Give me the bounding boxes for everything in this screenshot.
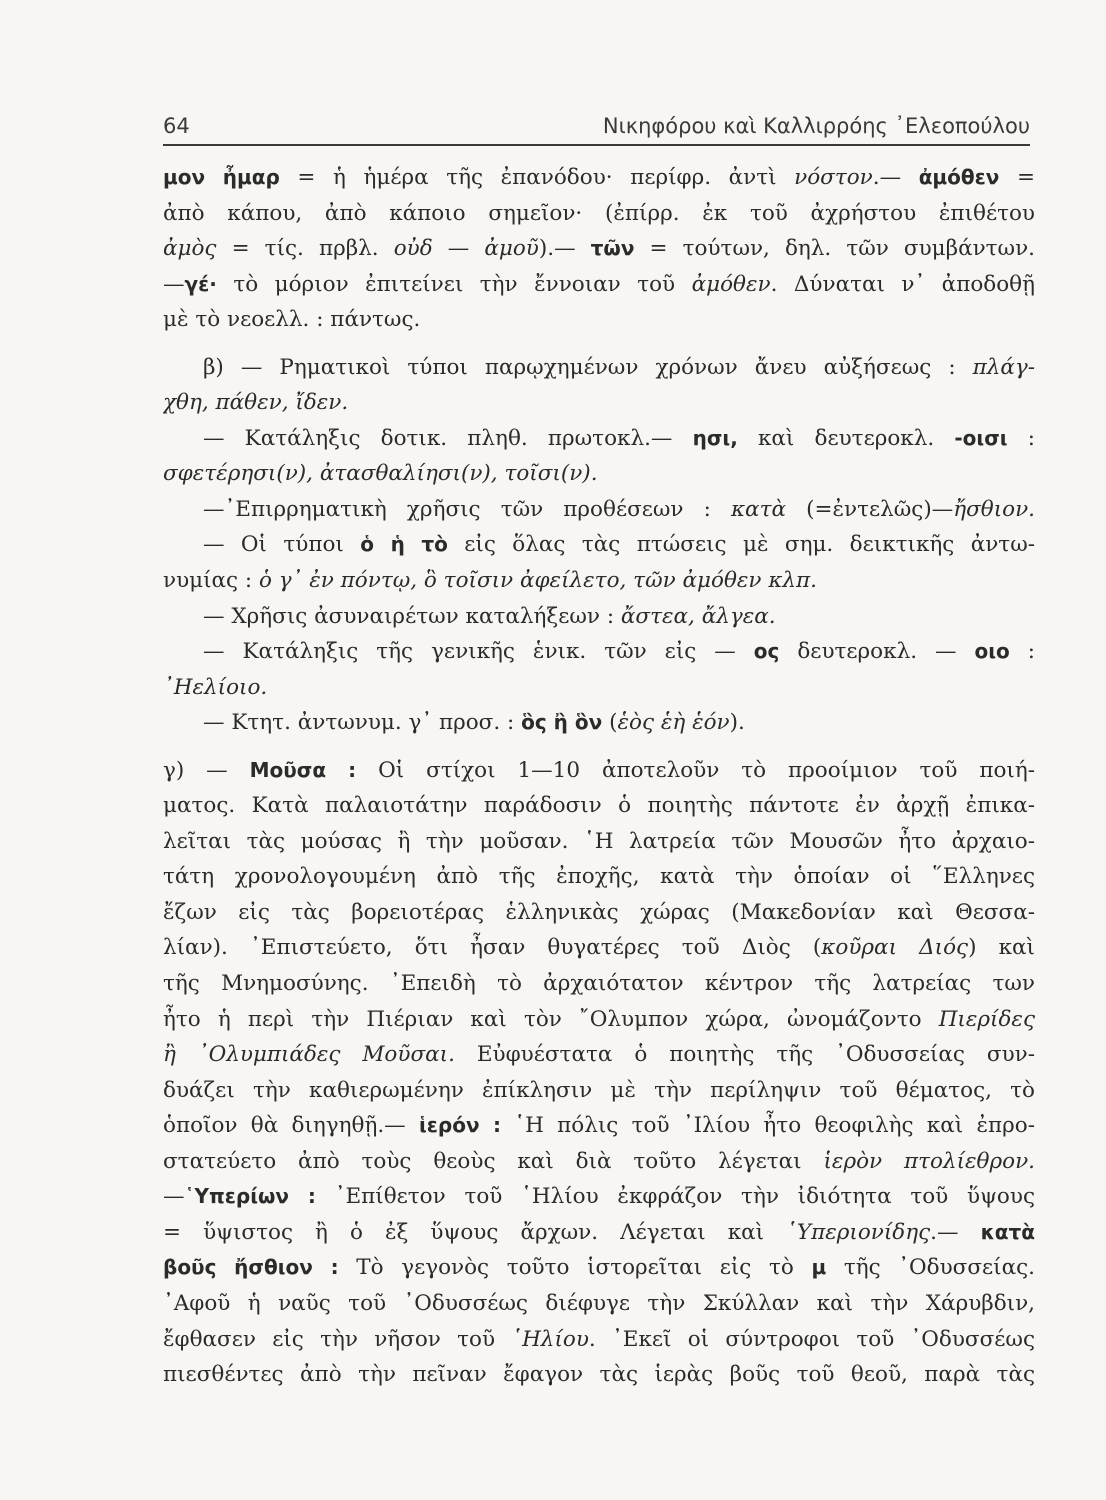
text-line	[163, 1250, 1035, 1286]
text-line	[163, 231, 1035, 267]
bold-term: κατὰ	[980, 1219, 1035, 1244]
text-run: =	[999, 165, 1035, 190]
text-run: β) — Ρηματικοὶ τύποι παρῳχημένων χρόνων ἄνευ αὐξήσεως :	[203, 354, 973, 380]
running-header	[163, 112, 1030, 142]
text-run: τῆς Μνημοσύνης. ᾿Επειδὴ τὸ ἀρχαιότατον κέντρον τῆς λατρείας των	[163, 971, 1035, 997]
bold-term: οιο	[974, 639, 1010, 664]
running-title: Νικηφόρου καὶ Καλλιρρόης ᾿Ελεοπούλου	[602, 114, 1030, 138]
italic-text: ἀμόθεν	[691, 271, 771, 297]
text-line	[163, 1286, 1035, 1322]
text-line	[163, 859, 1035, 895]
text-run: ἔφθασεν εἰς τὴν νῆσον τοῦ	[163, 1326, 512, 1352]
text-run: στατεύετο ἀπὸ τοὺς θεοὺς καὶ διὰ τοῦτο λέγεται	[163, 1148, 824, 1174]
text-line	[163, 788, 1035, 824]
italic-text: χθη, πάθεν, ἴδεν.	[163, 390, 349, 416]
text-run: λίαν). ᾿Επιστεύετο, ὅτι ἦσαν θυγατέρες τοῦ Διὸς (	[163, 935, 822, 961]
text-run: .—	[872, 165, 919, 190]
text-line	[163, 421, 1035, 457]
bold-term: -οισι	[954, 425, 1008, 450]
text-run: ἦτο ἡ περὶ τὴν Πιέριαν καὶ τὸν ῎Ολυμπον χώρα, ὠνομάζοντο	[163, 1006, 939, 1032]
text-run: = ἡ ἡμέρα τῆς ἐπανόδου· περίφρ. ἀντὶ	[279, 165, 795, 190]
text-run: ᾿Επίθετον τοῦ ῾Ηλίου ἐκφράζον τὴν ἰδιότητα τοῦ ὕψους	[315, 1184, 1035, 1210]
text-line	[163, 527, 1035, 563]
italic-text: ἱερὸν πτολίεθρον.	[823, 1148, 1035, 1174]
text-run: καὶ δευτεροκλ.	[737, 425, 955, 451]
bold-term: βοῦς ἤσθιον :	[163, 1255, 339, 1280]
text-line	[163, 1215, 1035, 1251]
italic-text: ῾Ηλίου	[511, 1326, 589, 1352]
text-line	[163, 930, 1035, 966]
text-run: νυμίας :	[163, 568, 260, 594]
italic-text: ἤσθιον.	[953, 496, 1035, 522]
text-run: .—	[930, 1219, 981, 1245]
text-line	[163, 563, 1035, 599]
bold-term: ησι,	[692, 425, 738, 450]
text-line	[163, 456, 1035, 492]
text-run: — Κατάληξις τῆς γενικῆς ἑνικ. τῶν εἰς —	[203, 639, 754, 665]
text-run: — Χρῆσις ἀσυναιρέτων καταλήξεων :	[203, 603, 621, 629]
text-line	[163, 753, 1035, 789]
text-run: δευτεροκλ. —	[779, 639, 975, 665]
text-run: ᾿Αφοῦ ἡ ναῦς τοῦ ᾿Οδυσσέως διέφυγε τὴν Σκύλλαν καὶ τὴν Χάρυβδιν,	[163, 1290, 1035, 1316]
text-run: γ) —	[163, 757, 250, 783]
text-run: ).	[729, 710, 745, 736]
text-line	[163, 1037, 1035, 1073]
bold-term: Μοῦσα :	[249, 757, 357, 782]
text-run: ) καὶ	[968, 935, 1035, 961]
bold-term: ὁ ἡ τὸ	[360, 532, 448, 557]
text-line	[163, 824, 1035, 860]
text-line	[163, 1108, 1035, 1144]
text-run: ἀπὸ κάπου, ἀπὸ κάποιο σημεῖον· (ἐπίρρ. ἐκ τοῦ ἀχρήστου ἐπιθέτου	[163, 200, 1035, 226]
italic-text: κοῦραι Διός	[821, 935, 969, 961]
bold-term: μον ἦμαρ	[163, 165, 280, 189]
text-run: λεῖται τὰς μούσας ἢ τὴν μοῦσαν. ῾Η λατρεία τῶν Μουσῶν ἦτο ἀρχαιο-	[163, 828, 1035, 854]
text-line	[163, 492, 1035, 528]
text-run: Τὸ γεγονὸς τοῦτο ἱστορεῖται εἰς τὸ	[338, 1255, 812, 1281]
text-line	[163, 160, 1035, 196]
text-line	[163, 1357, 1035, 1393]
text-line	[163, 895, 1035, 931]
text-run: μὲ τὸ νεοελλ. : πάντως.	[163, 307, 421, 333]
text-run: — Κτητ. ἀντωνυμ. γ᾿ προσ. :	[203, 710, 522, 736]
text-line	[163, 1144, 1035, 1180]
text-line	[163, 350, 1035, 386]
text-line	[163, 1073, 1035, 1109]
text-line	[163, 1322, 1035, 1358]
text-run: —᾿Επιρρηματικὴ χρῆσις τῶν προθέσεων :	[203, 496, 731, 522]
text-run: τάτη χρονολογουμένη ἀπὸ τῆς ἐποχῆς, κατὰ τὴν ὁποίαν οἱ ῞Ελληνες	[163, 864, 1035, 890]
italic-text: ἄστεα, ἄλγεα.	[620, 603, 776, 629]
text-run: — Οἱ τύποι	[203, 532, 361, 558]
text-line	[163, 196, 1035, 232]
text-run: = τίς. πρβλ.	[216, 236, 394, 262]
page-number: 64	[163, 114, 190, 138]
italic-text: νόστον	[794, 165, 873, 190]
text-run: . Δύναται ν᾿ ἀποδοθῇ	[770, 271, 1035, 297]
text-line	[163, 1179, 1035, 1215]
text-run: τὸ μόριον ἐπιτείνει τὴν ἔννοιαν τοῦ	[216, 271, 692, 297]
text-run: :	[1009, 639, 1035, 665]
bold-term: ἱερόν :	[418, 1113, 502, 1138]
bold-term: γέ·	[184, 271, 217, 296]
text-run: —	[163, 1184, 185, 1210]
bold-term: μ	[811, 1255, 827, 1280]
italic-text: σφετέρησι(ν), ἀτασθαλίησι(ν), τοῖσι(ν).	[163, 461, 598, 487]
text-run: — Κατάληξις δοτικ. πληθ. πρωτοκλ.—	[203, 425, 693, 451]
text-run: ματος. Κατὰ παλαιοτάτην παράδοσιν ὁ ποιητὴς πάντοτε ἐν ἀρχῇ ἐπικα-	[163, 793, 1035, 819]
text-run: :	[1007, 425, 1035, 451]
text-run: Οἱ στίχοι 1—10 ἀποτελοῦν τὸ προοίμιον τοῦ ποιή-	[356, 757, 1035, 783]
text-line	[163, 267, 1035, 303]
text-run: —	[432, 236, 485, 262]
text-run: εἰς ὅλας τὰς πτώσεις μὲ σημ. δεικτικῆς ἀντω-	[447, 532, 1035, 558]
text-run: πιεσθέντες ἀπὸ τὴν πεῖναν ἔφαγον τὰς ἱερὰς βοῦς τοῦ θεοῦ, παρὰ τὰς	[163, 1362, 1035, 1388]
text-run: (=ἐντελῶς)—	[785, 496, 954, 522]
text-run: τῆς ᾿Οδυσσείας.	[826, 1255, 1035, 1281]
text-line	[163, 634, 1035, 670]
italic-text: ῾Υπεριονίδης	[786, 1219, 931, 1245]
body-text	[163, 160, 1035, 1393]
text-run: δυάζει τὴν καθιερωμένην ἐπίκλησιν μὲ τὴν περίληψιν τοῦ θέματος, τὸ	[163, 1077, 1035, 1103]
bold-term: ἀμόθεν	[918, 165, 1000, 189]
italic-text: οὐδ	[393, 236, 433, 262]
text-run: = τούτων, δηλ. τῶν συμβάντων.	[634, 236, 1035, 262]
italic-text: ἢ ᾿Ολυμπιάδες Μοῦσαι.	[163, 1042, 455, 1068]
bold-term: ὃς ἢ ὃν	[521, 710, 603, 735]
italic-text: ἀμὸς	[163, 236, 217, 262]
text-line	[163, 1002, 1035, 1038]
text-line	[163, 385, 1035, 421]
italic-text: κατὰ	[730, 496, 786, 522]
italic-text: ἑὸς ἑὴ ἑόν	[617, 710, 730, 736]
italic-text: ὁ γ᾿ ἐν πόντῳ, ὃ τοῖσιν ἀφείλετο, τῶν ἀμόθεν κλπ.	[259, 568, 818, 594]
text-line	[163, 670, 1035, 706]
italic-text: ᾿Ηελίοιο.	[163, 674, 268, 700]
text-run: ).—	[538, 236, 591, 262]
text-run: ὁποῖον θὰ διηγηθῇ.—	[163, 1113, 419, 1139]
header-rule	[163, 144, 1030, 146]
text-line	[163, 705, 1035, 741]
text-run: Εὐφυέστατα ὁ ποιητὴς τῆς ᾿Οδυσσείας συν-	[454, 1042, 1035, 1068]
text-run: ῾Η πόλις τοῦ ᾿Ιλίου ἦτο θεοφιλὴς καὶ ἐπρο-	[501, 1113, 1035, 1139]
italic-text: ἀμοῦ	[484, 236, 539, 262]
text-run: ἔζων εἰς τὰς βορειοτέρας ἑλληνικὰς χώρας (Μακεδονίαν καὶ Θεσσα-	[163, 899, 1035, 925]
text-run: = ὕψιστος ἢ ὁ ἐξ ὕψους ἄρχων. Λέγεται καὶ	[163, 1219, 787, 1245]
text-run: (	[602, 710, 618, 736]
bold-term: τῶν	[590, 236, 635, 261]
bold-term: ῾Υπερίων :	[184, 1184, 316, 1209]
text-line	[163, 599, 1035, 635]
text-line	[163, 302, 1035, 338]
italic-text: Πιερίδες	[938, 1006, 1035, 1032]
text-run: . ᾿Εκεῖ οἱ σύντροφοι τοῦ ᾿Οδυσσέως	[588, 1326, 1035, 1352]
italic-text: πλάγ-	[972, 354, 1035, 380]
bold-term: ος	[753, 639, 780, 664]
text-line	[163, 966, 1035, 1002]
text-run: —	[163, 271, 185, 297]
